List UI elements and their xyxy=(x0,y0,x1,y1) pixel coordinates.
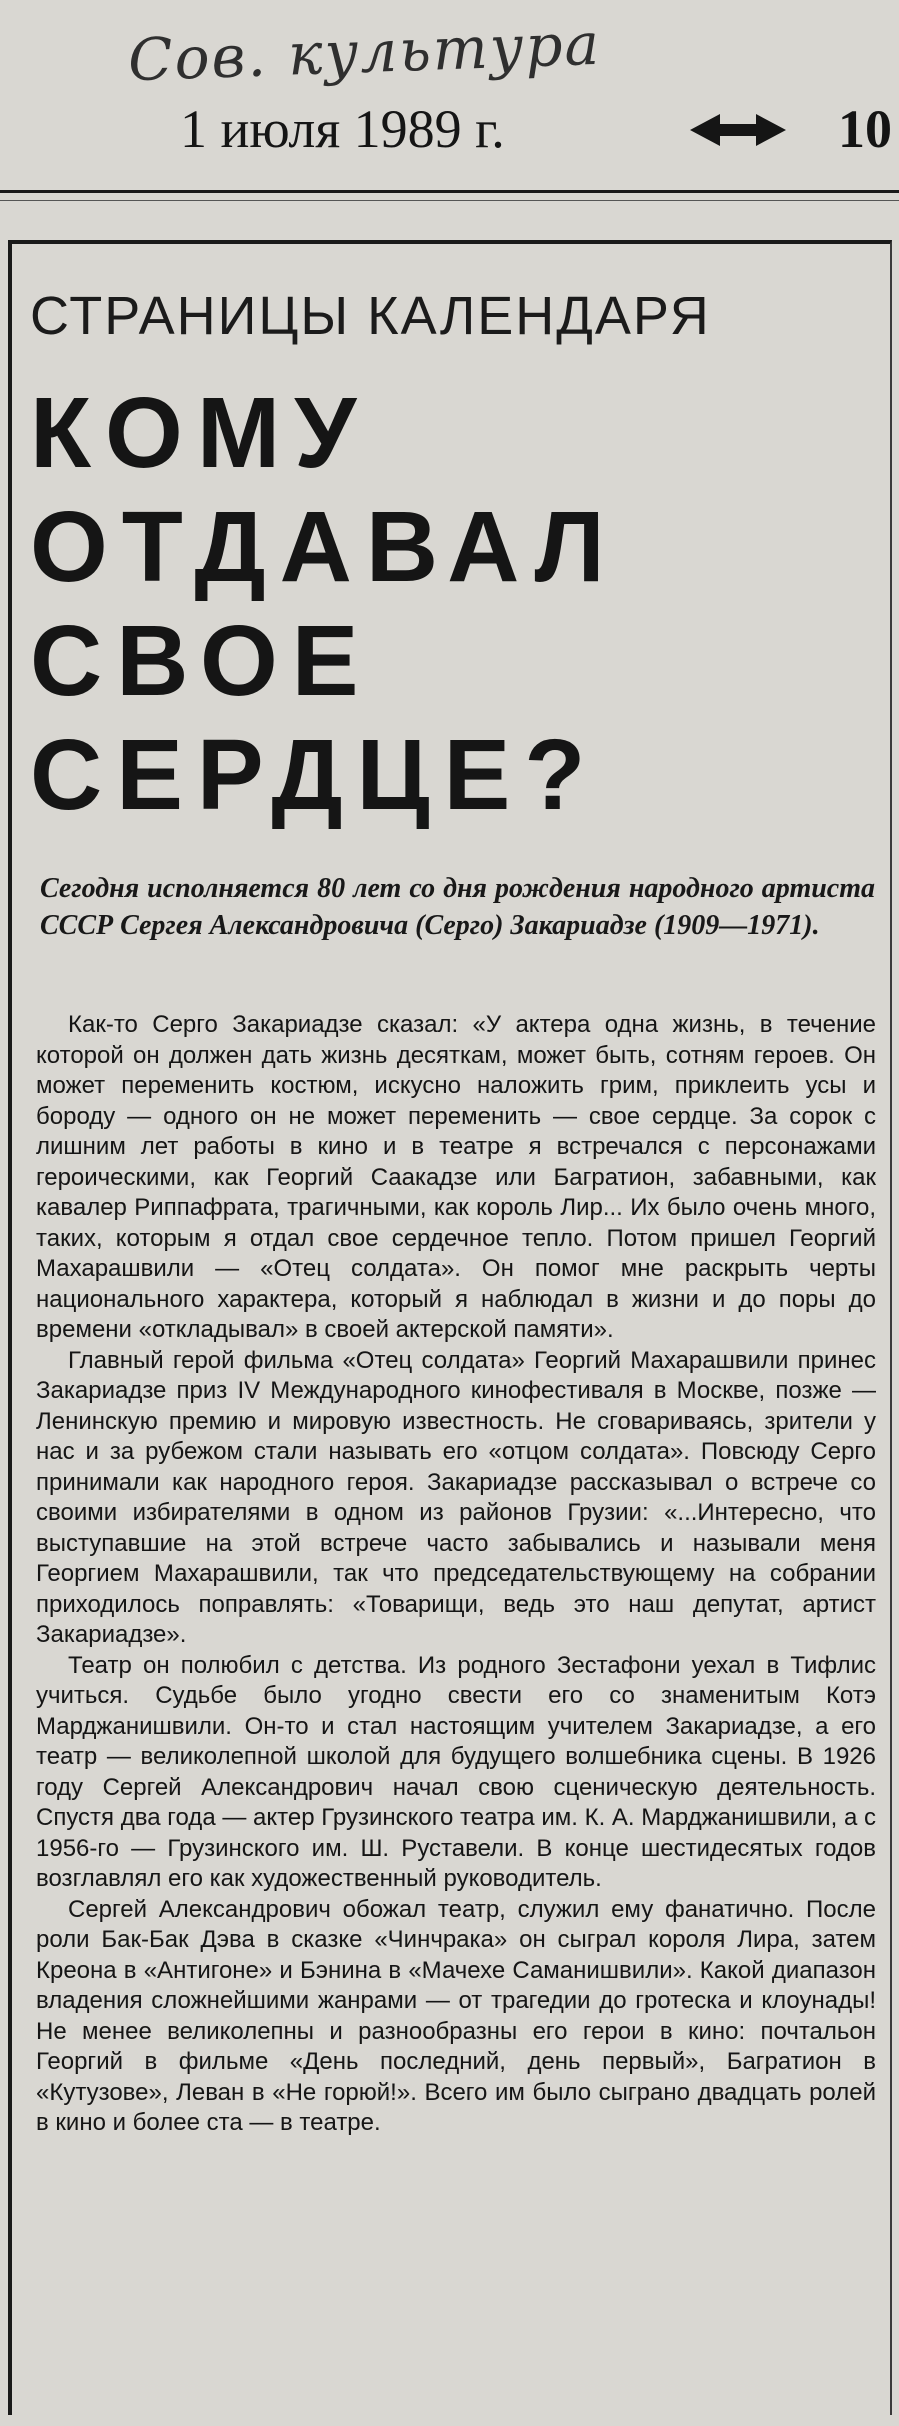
clipping-header xyxy=(0,0,899,200)
headline-line: СВОЕ xyxy=(30,605,373,717)
double-arrow-icon xyxy=(690,112,786,148)
article-body xyxy=(36,1010,876,2139)
article-lede: Сегодня исполняется 80 лет со дня рождения народного артиста СССР Сергея Александровича (Серго) Закариадзе (1909—1971). xyxy=(40,873,875,941)
section-kicker: СТРАНИЦЫ КАЛЕНДАРЯ xyxy=(30,286,711,346)
page-number: 10 xyxy=(838,99,892,159)
handwritten-source-note: Сов. культура xyxy=(126,9,603,95)
headline-line: ОТДАВАЛ xyxy=(30,491,619,603)
issue-date: 1 июля 1989 г. xyxy=(180,99,505,159)
article-headline xyxy=(30,376,710,832)
article-paragraph: Театр он полюбил с детства. Из родного Зестафони уехал в Тифлис учиться. Судьбе было угодно свести его со знаменитым Котэ Марджанишвили. Он-то и стал настоящим учителем Закариадзе, а его театр — великолепной школой для будущего волшебника сцены. В 1926 году Сергей Александрович начал свою сценическую деятельность. Спустя два года — актер Грузинского театра им. К. А. Марджанишвили, а с 1956-го — Грузинского им. Ш. Руставели. В конце шестидесятых годов возглавлял его как художественный руководитель. xyxy=(36,1651,876,1892)
article-paragraph: Главный герой фильма «Отец солдата» Георгий Махарашвили принес Закариадзе приз IV Международного кинофестиваля в Москве, позже — Ленинскую премию и мировую известность. Не сговариваясь, зрители у нас и за рубежом стали называть его «отцом солдата». Повсюду Серго принимали как народного героя. Закариадзе рассказывал о встрече со своими избирателями в одном из районов Грузии: «...Интересно, что выступавшие на этой встрече часто забывались и называли меня Георгием Махарашвили, так что председательствующему на собрании приходилось поправлять: «Товарищи, ведь это наш депутат, артист Закариадзе». xyxy=(36,1346,876,1648)
bleed-through-background xyxy=(720,290,895,850)
header-rule-thin xyxy=(0,200,899,201)
header-rule xyxy=(0,190,899,193)
headline-line: СЕРДЦЕ? xyxy=(30,719,600,831)
headline-line: КОМУ xyxy=(30,377,371,489)
article-paragraph: Сергей Александрович обожал театр, служил ему фанатично. После роли Бак-Бак Дэва в сказке «Чинчрака» он сыграл короля Лира, затем Креона в «Антигоне» и Бэнина в «Мачехе Саманишвили». Какой диапазон владения сложнейшими жанрами — от трагедии до гротеска и клоунады! Не менее великолепны и разнообразны его герои в кино: почтальон Георгий в фильме «День последний, день первый», Багратион в «Кутузове», Леван в «Не горюй!». Всего им было сыграно двадцать ролей в кино и более ста — в театре. xyxy=(36,1895,876,2136)
article-paragraph: Как-то Серго Закариадзе сказал: «У актера одна жизнь, в течение которой он должен дать жизнь десяткам, может быть, сотням героев. Он может переменить костюм, искусно наложить грим, приклеить усы и бороду — одного он не может переменить — свое сердце. За сорок с лишним лет работы в кино и в театре я встречался с персонажами героическими, как Георгий Саакадзе или Багратион, забавными, как кавалер Риппафрата, трагичными, как король Лир... Их было очень много, таких, которым я отдал свое сердечное тепло. Потом пришел Георгий Махарашвили — «Отец солдата». Он помог мне раскрыть черты национального характера, который я наблюдал в жизни и до поры до времени «откладывал» в своей актерской памяти». xyxy=(36,1011,876,1343)
